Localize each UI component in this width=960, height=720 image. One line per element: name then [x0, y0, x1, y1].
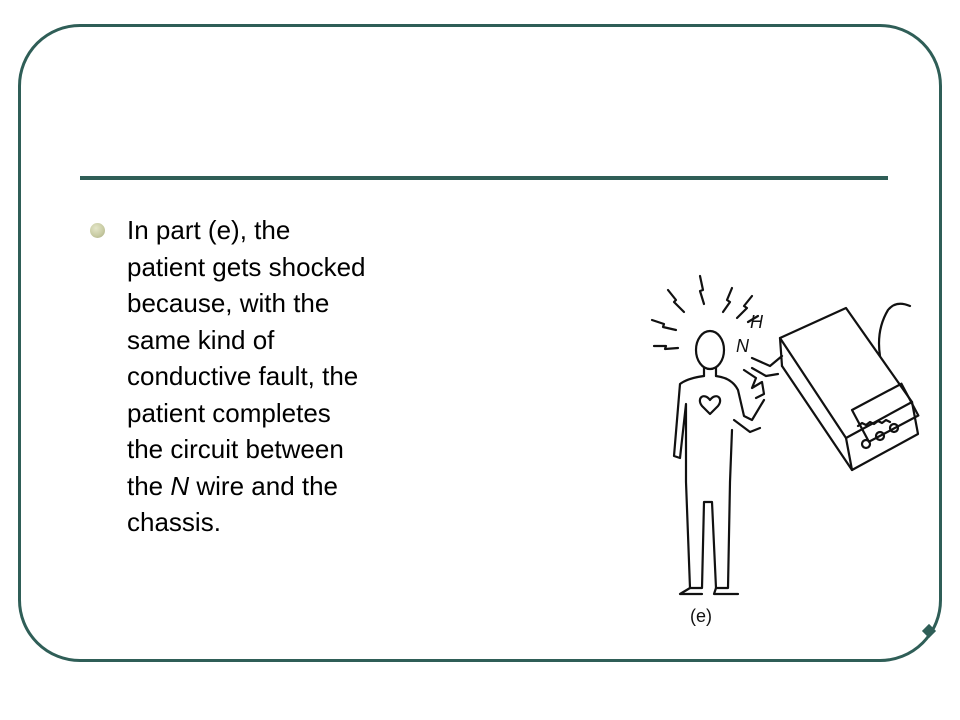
bullet-line: In part (e), the	[127, 215, 291, 245]
bullet-line: the circuit between	[127, 434, 344, 464]
chassis-knob	[862, 440, 870, 448]
title-divider	[80, 176, 888, 180]
bullet-line: chassis.	[127, 507, 221, 537]
chassis-box	[780, 308, 912, 438]
shock-ray	[700, 276, 704, 304]
bullet-line: patient gets shocked	[127, 251, 366, 282]
bullet-icon	[90, 223, 105, 238]
figure-caption: (e)	[690, 606, 712, 626]
shock-ray	[654, 346, 678, 349]
label-h: H	[750, 312, 763, 332]
heart-icon	[700, 396, 720, 414]
bullet-line: patient completes	[127, 397, 331, 428]
bullet-line: same kind of	[127, 324, 275, 355]
wire-n	[752, 368, 778, 376]
bullet-line: the	[127, 470, 171, 501]
patient-head	[696, 331, 724, 369]
shock-ray	[652, 320, 676, 330]
power-cord	[879, 304, 910, 356]
shock-illustration	[640, 270, 930, 640]
chassis-front-panel	[852, 384, 918, 442]
bullet-line: because, with the	[127, 288, 330, 318]
label-n: N	[736, 336, 749, 356]
shock-ray	[668, 290, 684, 312]
bullet-text	[127, 212, 472, 541]
bullet-line: wire and the	[189, 470, 339, 501]
bullet-line: conductive fault, the	[127, 361, 359, 391]
wire-label-emphasis: N	[170, 470, 190, 501]
wire-h	[752, 356, 782, 366]
shock-illustration-svg	[640, 270, 930, 640]
shock-ray	[723, 288, 732, 312]
